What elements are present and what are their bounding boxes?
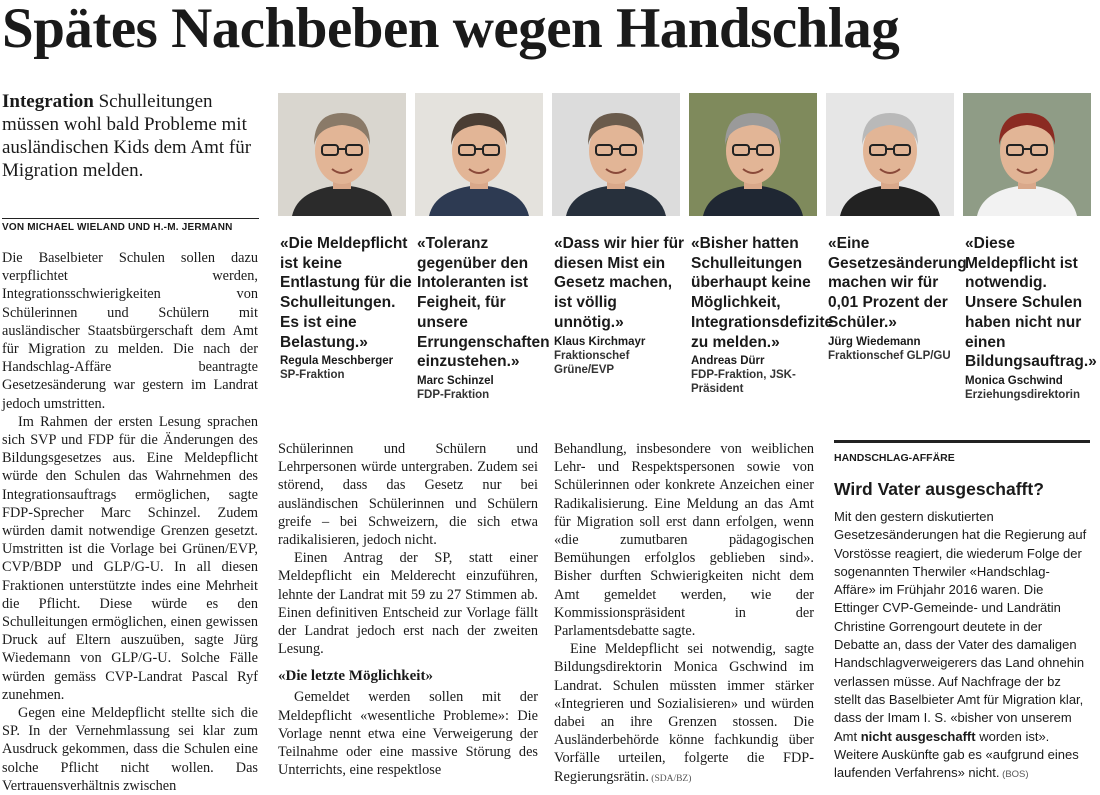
article-paragraph: Gemeldet werden sollen mit der Meldepflicht «wesentliche Probleme»: Die Vorlage nennt etwa eine Verweigerung der Teilnahme oder eine massive Störung des Unterrichts, eine respektlose [278, 689, 538, 779]
quote-block [417, 234, 552, 402]
lead-text: Schulleitungen müssen wohl bald Probleme mit ausländischen Kids dem Amt für Migration melden. [2, 91, 252, 181]
portrait-photo [963, 93, 1091, 216]
quote-author: Jürg Wiedemann [828, 335, 921, 348]
quote-text: «Die Meldepflicht ist keine Entlastung für die Schulleitungen. Es ist eine Belastung.» [280, 235, 412, 351]
article-paragraph [554, 640, 814, 788]
quote-role: SP-Fraktion [280, 369, 345, 382]
article-paragraph: Schülerinnen und Schülern und Lehrpersonen würde untergraben. Zudem sei störend, dass das Gesetz nur bei ausländischen Schülerinnen und Schülern greife – bei Schweizern, die sich etwa radikalisieren, jedoch nicht. [278, 441, 538, 549]
byline: VON MICHAEL WIELAND UND H.-M. JERMANN [2, 218, 259, 236]
box-title: Wird Vater ausgeschafft? [834, 479, 1044, 499]
box-text-part: Mit den gestern diskutierten Gesetzesänderungen hat die Regierung auf Vorstösse reagiert, die wiederum Folge der sogenannten Therwiler «Handschlag-Affäre» im Frühjahr 2016 waren. Die Ettinger CVP-Gemeinde- und Landrätin Christine Gorrengourt deutete in der Debatte an, dass der Vater des damaligen Handschlagverweigerers das Land ohnehin verlassen müsse. Auf Nachfrage der bz stellt das Baselbieter Amt für Migration klar, dass der Imam I. S. «bisher von unserem Amt [834, 509, 1087, 744]
article-paragraph: Behandlung, insbesondere von weiblichen Lehr- und Respektspersonen sowie von Schülerinnen oder konkrete Anzeichen einer Radikalisierung. Eine Meldung an das Amt für Migration soll erst dann erfolgen, wenn «die zumutbaren pädagogischen Bemühungen erfolglos geblieben sind». Bisher durften Schwierigkeiten nicht dem Amt gemeldet werden, wie der Kommissionspräsident in der Parlamentsdebatte sagte. [554, 441, 814, 640]
quote-text: «Bisher hatten Schulleitungen überhaupt keine Möglichkeit, Integrationsdefizite zu melden.» [691, 235, 834, 351]
portrait-photo [689, 93, 817, 216]
quote-role: FDP-Fraktion, JSK-Präsident [691, 369, 796, 396]
paragraph-text: Eine Meldepflicht sei notwendig, sagte Bildungsdirektorin Monica Gschwind im Landrat. Schulen müssten immer stärker «Integrieren und Sozialisieren» und würden dabei an ihre Grenzen stossen. Die Ausländerbehörde könne fachkundig über Vorfälle urteilen, folgerte die FDP-Regierungsrätin. [554, 641, 814, 785]
quote-author: Klaus Kirchmayr [554, 335, 646, 348]
box-text-bold: nicht ausgeschafft [860, 728, 976, 744]
quote-role: Erziehungsdirektorin [965, 388, 1081, 401]
quote-block [554, 234, 689, 377]
quote-text: «Diese Meldepflicht ist notwendig. Unsere Schulen haben nicht nur einen Bildungsauftrag.» [965, 235, 1097, 371]
portrait-photo [415, 93, 543, 216]
quote-block [691, 234, 834, 396]
subheading: «Die letzte Möglichkeit» [278, 668, 433, 685]
box-kicker: HANDSCHLAG-AFFÄRE [834, 440, 1090, 464]
portrait-photo [552, 93, 680, 216]
article-column-3 [554, 440, 814, 788]
article-column-2 [278, 440, 538, 779]
lead-kicker: Integration [2, 91, 94, 112]
lead-paragraph [2, 90, 270, 182]
sidebar-box [834, 440, 1090, 784]
portrait-photo [826, 93, 954, 216]
quote-author: Monica Gschwind [965, 374, 1063, 387]
portrait-photo [278, 93, 406, 216]
quote-block [280, 234, 415, 382]
article-paragraph: Einen Antrag der SP, statt einer Meldepflicht ein Melderecht einzuführen, lehnte der Landrat mit 59 zu 27 Stimmen ab. Einen definitiven Entscheid zur Vorlage fällt der Landrat jedoch erst nach der zweiten Lesung. [278, 550, 538, 658]
quote-text: «Toleranz gegenüber den Intoleranten ist Feigheit, für unsere Errungenschaften einzustehen.» [417, 235, 550, 371]
quote-block [828, 234, 967, 363]
quote-role: Fraktionschef GLP/GU [828, 349, 951, 362]
source-credit: (BOS) [999, 769, 1029, 781]
article-column-1 [2, 249, 258, 795]
headline: Spätes Nachbeben wegen Handschlag [2, 0, 900, 60]
quote-block [965, 234, 1100, 402]
quote-text: «Dass wir hier für diesen Mist ein Gesetz machen, ist völlig unnötig.» [554, 235, 685, 331]
quote-role: Fraktionschef Grüne/EVP [554, 349, 630, 376]
quote-author: Marc Schinzel [417, 374, 494, 387]
source-credit: (SDA/BZ) [648, 773, 692, 784]
box-text [834, 508, 1090, 784]
quote-author: Regula Meschberger [280, 355, 394, 368]
article-paragraph: Die Baselbieter Schulen sollen dazu verpflichtet werden, Integrationsschwierigkeiten von Schülerinnen und Schülern mit ausländischer Staatsbürgerschaft dem Amt für Migration zu melden. Die nach der Handschlag-Affäre beantragte Gesetzesänderung war gestern im Landrat jedoch umstritten. [2, 250, 258, 412]
quote-text: «Eine Gesetzesänderung machen wir für 0,01 Prozent der Schüler.» [828, 235, 967, 331]
article-paragraph: Im Rahmen der ersten Lesung sprachen sich SVP und FDP für die Änderungen des Bildungsgesetzes aus. Eine Meldepflicht würde den Schulen das Wahrnehmen des Integrationsauftrags ermöglichen, sagte FDP-Sprecher Marc Schinzel. Zudem würden damit notwendige Grenzen gesetzt. Umstritten ist die Vorlage bei Grünen/EVP, CVP/BDP und GLP/G-U. In all diesen Fraktionen unterstützte indes eine Mehrheit die Pflicht. Diese würde es den Schulleitungen ermöglichen, einen gewissen Druck auf Eltern auszuüben, sagte Jürg Wiedemann von GLP/G-U. Solche Fälle würden gemäss CVP-Landrat Pascal Ryf zunehmen. [2, 413, 258, 703]
quote-role: FDP-Fraktion [417, 388, 490, 401]
article-paragraph: Gegen eine Meldepflicht stellte sich die SP. In der Vernehmlassung sei klar zum Ausdruck gekommen, dass die Schulen eine solche Pflicht nicht wollen. Das Vertrauensverhältnis zwischen [2, 705, 258, 794]
box-text-part: worden ist». Weitere Auskünfte gab es «aufgrund eines laufenden Verfahrens» nicht. [834, 728, 1079, 781]
quote-author: Andreas Dürr [691, 355, 765, 368]
